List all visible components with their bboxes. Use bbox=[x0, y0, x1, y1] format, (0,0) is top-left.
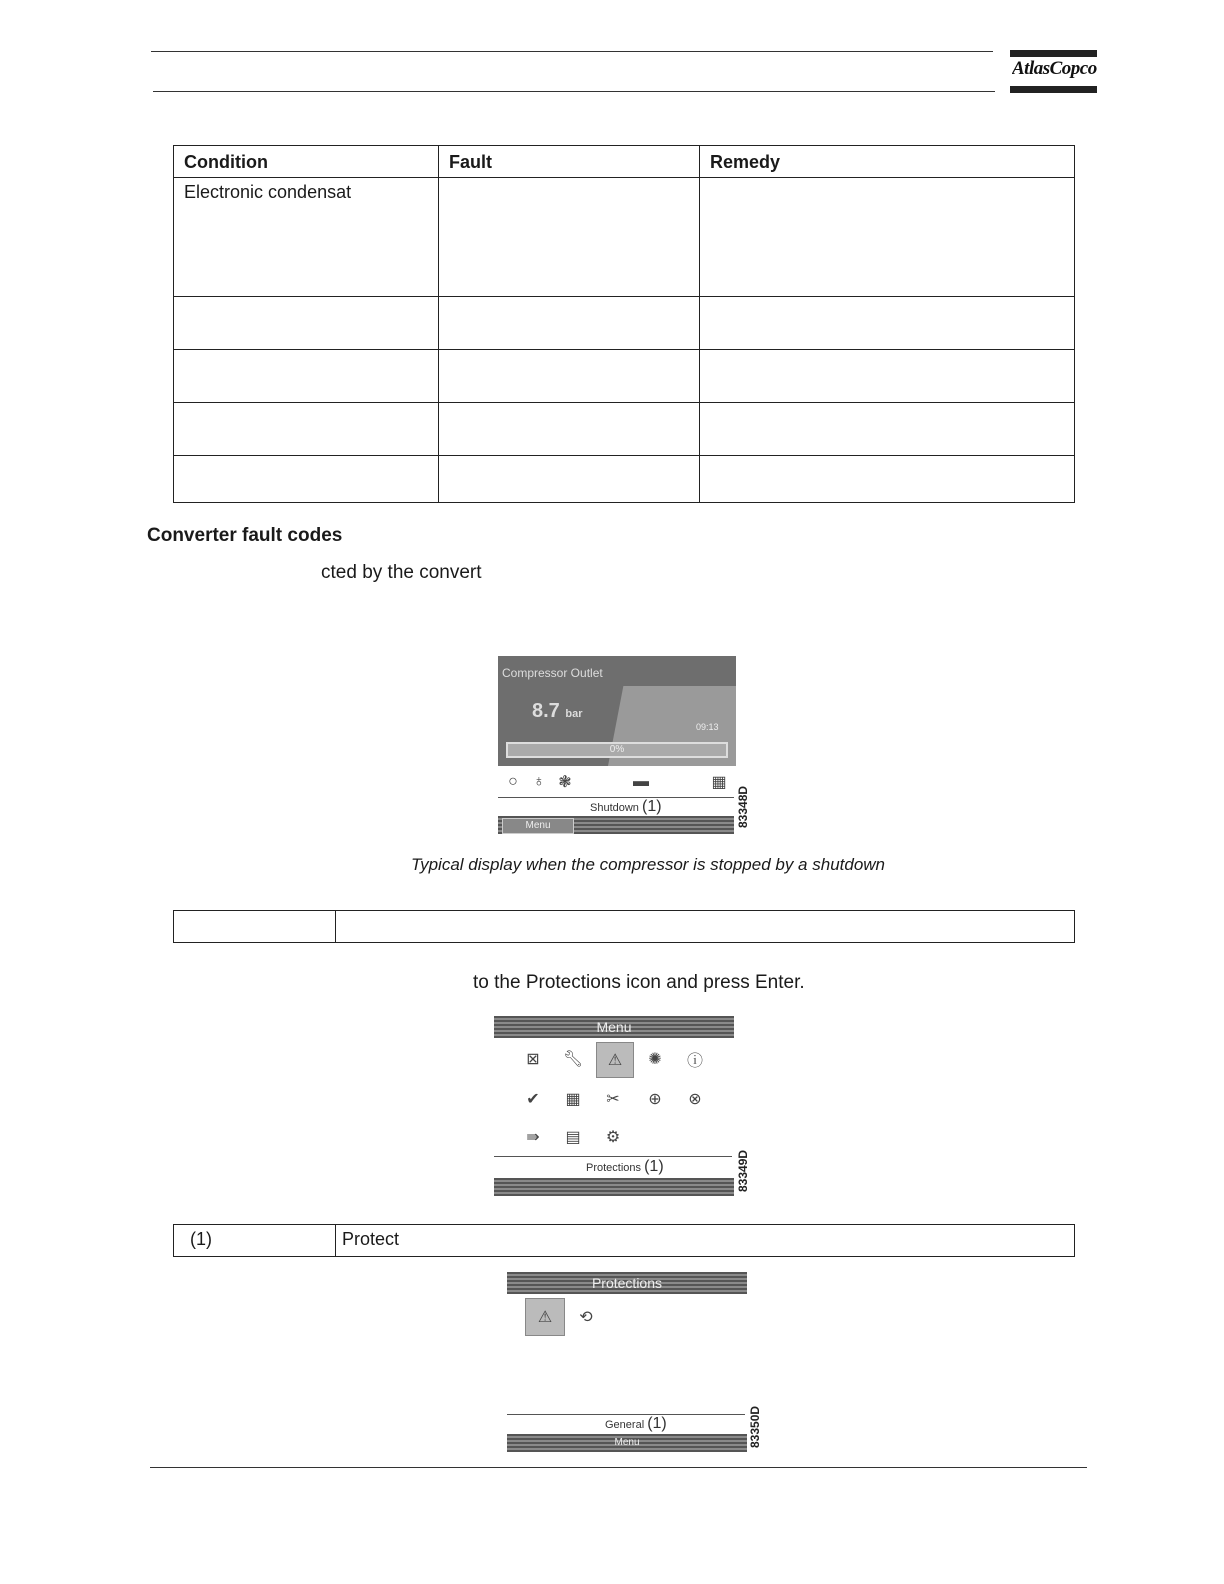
table-cell: Electronic condensat bbox=[174, 178, 439, 297]
table-cell bbox=[174, 350, 439, 403]
table-cell bbox=[439, 297, 700, 350]
status-text bbox=[590, 798, 662, 816]
pressure-unit: bar bbox=[565, 708, 583, 720]
header-remedy: Remedy bbox=[700, 146, 1075, 178]
motor-icon: ○ bbox=[508, 773, 518, 790]
fan-icon: ❃ bbox=[558, 774, 572, 791]
menu-button-label: Menu bbox=[525, 820, 551, 831]
header-fault: Fault bbox=[439, 146, 700, 178]
status-label: General bbox=[605, 1419, 645, 1431]
legend-row bbox=[174, 911, 1075, 943]
fan-icon[interactable]: ✺ bbox=[648, 1051, 662, 1068]
logo-bar-bottom bbox=[1010, 86, 1097, 93]
section-title: Converter fault codes bbox=[147, 525, 343, 546]
menu-bar bbox=[498, 816, 734, 834]
figure1-caption: Typical display when the compressor is stopped by a shutdown bbox=[410, 855, 886, 874]
shutdown-display-figure bbox=[498, 656, 738, 836]
table-cell bbox=[700, 178, 1075, 297]
legend-text: Protect bbox=[336, 1225, 1075, 1257]
table-cell bbox=[439, 403, 700, 456]
table-row bbox=[174, 178, 1075, 297]
logo-bar-top bbox=[1010, 50, 1097, 57]
header-bottom-rule bbox=[153, 91, 995, 92]
display-title: Compressor Outlet bbox=[502, 666, 603, 680]
menu-button[interactable] bbox=[502, 818, 574, 834]
display-small-value: 09:13 bbox=[696, 722, 719, 732]
table-cell bbox=[174, 297, 439, 350]
display-value bbox=[532, 700, 583, 723]
drain-icon: ♁ bbox=[533, 773, 545, 790]
table-cell bbox=[439, 456, 700, 503]
settings-icon[interactable]: ⚙ bbox=[605, 1129, 621, 1146]
protections-title-bar bbox=[507, 1272, 747, 1294]
menu-bottom-bar bbox=[494, 1178, 734, 1196]
menu-bar bbox=[507, 1434, 747, 1452]
table-cell bbox=[439, 350, 700, 403]
footer-rule bbox=[150, 1467, 1087, 1468]
status-label: Protections bbox=[586, 1162, 642, 1174]
menu-button-label[interactable]: Menu bbox=[614, 1437, 640, 1448]
table-cell bbox=[439, 178, 700, 297]
table-cell bbox=[700, 350, 1075, 403]
status-text bbox=[586, 1158, 664, 1176]
service-icon: ▦ bbox=[711, 774, 727, 791]
legend-row bbox=[174, 1225, 1075, 1257]
table-row bbox=[174, 297, 1075, 350]
section-intro: cted by the convert bbox=[321, 562, 482, 583]
table-row bbox=[174, 350, 1075, 403]
input-icon[interactable]: ⊠ bbox=[526, 1051, 540, 1068]
export-icon[interactable]: ⇛ bbox=[526, 1129, 540, 1146]
protections-display-figure bbox=[507, 1272, 749, 1454]
status-divider bbox=[494, 1156, 732, 1157]
load-bar-text: 0% bbox=[609, 744, 625, 755]
table-header-row bbox=[174, 146, 1075, 178]
legend-ref: (1) bbox=[174, 1225, 336, 1257]
counter-icon[interactable]: ⊕ bbox=[648, 1091, 662, 1108]
figure2-code: 83349D bbox=[736, 1149, 750, 1192]
checklist-icon[interactable]: ✔ bbox=[526, 1091, 540, 1108]
table-cell bbox=[700, 297, 1075, 350]
table-row bbox=[174, 456, 1075, 503]
table-row bbox=[174, 403, 1075, 456]
figure3-code: 83350D bbox=[748, 1405, 762, 1448]
header-condition: Condition bbox=[174, 146, 439, 178]
table-cell bbox=[700, 456, 1075, 503]
figure1-code: 83348D bbox=[736, 785, 750, 828]
status-text bbox=[605, 1415, 667, 1433]
timer-icon[interactable]: ⊗ bbox=[688, 1091, 702, 1108]
protections-icon[interactable]: ⚠ bbox=[596, 1042, 634, 1078]
display-load-bar bbox=[506, 742, 728, 758]
legend-ref bbox=[174, 911, 336, 943]
table-cell bbox=[174, 456, 439, 503]
memory-icon[interactable]: ▤ bbox=[565, 1129, 581, 1146]
data-icon[interactable]: ▦ bbox=[565, 1091, 581, 1108]
instruction-text: to the Protections icon and press Enter. bbox=[473, 972, 805, 993]
wrench-icon[interactable]: 🔧︎ bbox=[562, 1051, 584, 1068]
callout-number: (1) bbox=[647, 1415, 667, 1432]
protections-title: Protections bbox=[591, 1275, 663, 1291]
table-cell bbox=[174, 403, 439, 456]
callout-number: (1) bbox=[642, 798, 662, 815]
valve-icon: ▬ bbox=[633, 773, 649, 790]
table-cell bbox=[700, 403, 1075, 456]
fault-table bbox=[173, 145, 1075, 503]
service-icon[interactable]: ✂ bbox=[606, 1091, 620, 1108]
converter-icon[interactable]: ⟲ bbox=[579, 1309, 593, 1326]
legend-table-1 bbox=[173, 910, 1075, 943]
menu-title-bar bbox=[494, 1016, 734, 1038]
brand-logo: AtlasCopco bbox=[1012, 58, 1097, 79]
menu-title: Menu bbox=[596, 1019, 632, 1035]
callout-number: (1) bbox=[644, 1158, 664, 1175]
header-top-rule bbox=[151, 51, 993, 52]
menu-display-figure bbox=[494, 1016, 736, 1198]
general-protections-icon[interactable]: ⚠ bbox=[525, 1298, 565, 1336]
status-label: Shutdown bbox=[590, 802, 639, 814]
pressure-value: 8.7 bbox=[532, 700, 560, 722]
legend-table-2 bbox=[173, 1224, 1075, 1257]
info-icon[interactable]: ⓘ bbox=[686, 1052, 703, 1070]
legend-text bbox=[336, 911, 1075, 943]
